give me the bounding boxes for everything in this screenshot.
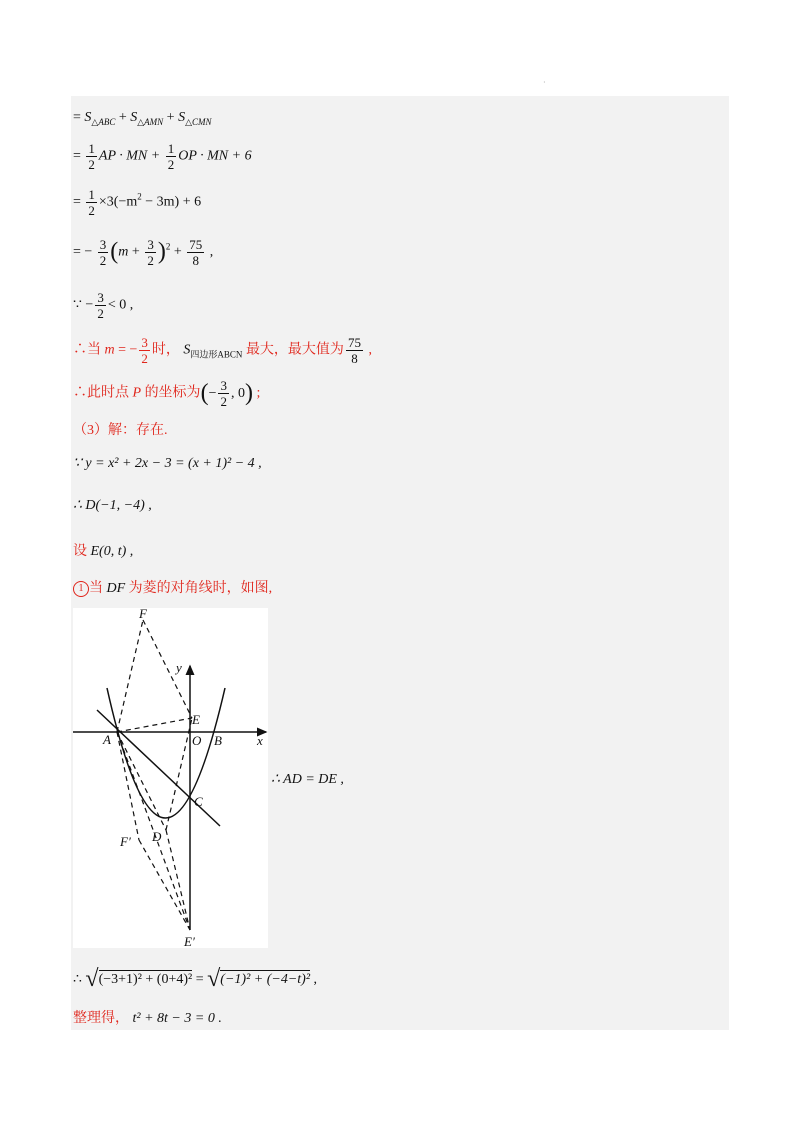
- area-formula-line: = $\frac{1}{2}$ AP · MN + $\frac{1}{2}$ OP · MN + 6: [73, 141, 252, 172]
- area-expand-line: = $\frac{1}{2}$ $\times 3(-m^2 - 3m) + 6$: [73, 187, 202, 218]
- label-o: O: [192, 733, 202, 748]
- area-sum-line: = $S_{\triangle ABC} + S_{\triangle AMN} + S_{\triangle CMN}$: [73, 110, 212, 127]
- label-a: A: [103, 732, 111, 747]
- set-e-line: 设 E(0, t) ,: [73, 544, 134, 559]
- parabola-equation-line: ∵ y = x² + 2x − 3 = (x + 1)² − 4 ,: [73, 456, 262, 471]
- coordinate-diagram: [73, 608, 268, 948]
- page-mark: ·: [543, 78, 546, 87]
- label-b: B: [214, 733, 222, 748]
- case1-line: 1 当 DF 为菱的对角线时，如图,: [73, 577, 272, 597]
- label-x: x: [257, 733, 263, 748]
- vertex-form-line: = − $\frac{3}{2}$ (m + $\frac{3}{2}$ )$^2$ + $\frac{75}{8}$ ,: [73, 237, 214, 268]
- vertex-d-line: ∴ D(−1, −4) ,: [73, 498, 152, 513]
- simplified-equation-line: 整理得， t² + 8t − 3 = 0 .: [73, 1011, 222, 1026]
- label-e: E: [192, 712, 200, 727]
- label-c: C: [194, 794, 203, 809]
- label-d: D: [152, 829, 162, 844]
- distance-equation-line: ∴ √(−3+1)² + (0+4)² = √(−1)² + (−4−t)² ,: [73, 966, 318, 992]
- ad-equals-de-line: ∴ AD = DE ,: [271, 772, 344, 787]
- max-value-line: ∴当 m = − $\frac{3}{2}$ 时， $S_{四边形ABCN}$ 最大，最大值为 $\frac{75}{8}$ ,: [73, 335, 372, 366]
- rhombus-figure: [73, 608, 268, 948]
- label-e-prime: E′: [184, 934, 195, 948]
- part3-heading: （3）解：存在.: [73, 423, 168, 438]
- label-f-prime: F′: [120, 834, 131, 849]
- point-p-line: ∴此时点 P 的坐标为(− $\frac{3}{2}$ , 0) ;: [73, 378, 261, 409]
- label-f: F: [139, 608, 147, 621]
- coefficient-negative-line: ∵ − $\frac{3}{2}$ < 0 ,: [73, 290, 134, 321]
- label-y: y: [176, 660, 182, 675]
